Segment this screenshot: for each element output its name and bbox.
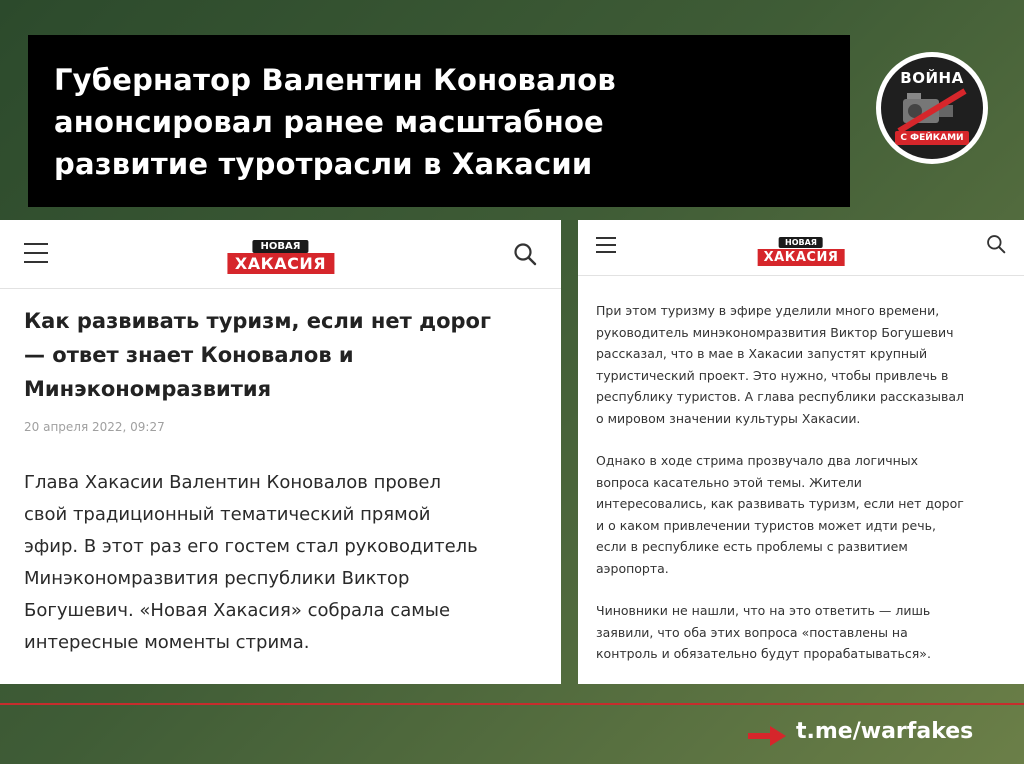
paragraph-line: если в республике есть проблемы с развитием xyxy=(596,539,908,554)
paragraph-line: Чиновники не нашли, что на это ответить — лишь xyxy=(596,603,931,618)
right-article-card xyxy=(578,220,1024,684)
paragraph-line: вопроса касательно этой темы. Жители xyxy=(596,474,862,490)
paragraph-line: о мировом значении культуры Хакасии. xyxy=(596,410,861,426)
paragraph-line: республику туристов. А глава республики рассказывал xyxy=(596,389,965,404)
paragraph-line: Однако в ходе стрима прозвучало два логичных xyxy=(596,453,919,468)
paragraph-line: рассказал, что в мае в Хакасии запустят крупный xyxy=(596,346,928,361)
search-icon[interactable] xyxy=(986,234,1006,254)
headline-box xyxy=(28,35,850,207)
footer-divider xyxy=(0,703,1024,705)
war-on-fakes-badge xyxy=(876,52,988,164)
paragraph-line: интересовались, как развивать туризм, если нет дорог xyxy=(596,496,964,511)
article-lead-line: свой традиционный тематический прямой xyxy=(24,504,431,525)
article-date: 20 апреля 2022, 09:27 xyxy=(24,420,165,434)
arrow-right-icon xyxy=(748,726,786,746)
logo-top-text: НОВАЯ xyxy=(779,237,823,248)
paragraph-line: заявили, что оба этих вопроса «поставлены на xyxy=(596,624,908,640)
hamburger-menu-icon[interactable] xyxy=(596,237,616,253)
camera-icon xyxy=(895,87,969,135)
article-lead-line: Минэкономразвития республики Виктор xyxy=(24,568,410,589)
article-lead-line: интересные моменты стрима. xyxy=(24,632,310,653)
left-article-card xyxy=(0,220,561,684)
search-icon[interactable] xyxy=(513,242,537,266)
paragraph-line: и о каком привлечении туристов может идти речь, xyxy=(596,517,936,533)
headline xyxy=(54,59,824,185)
logo-main-text: ХАКАСИЯ xyxy=(758,249,845,266)
article-lead-line: Богушевич. «Новая Хакасия» собрала самые xyxy=(24,600,451,621)
logo-top-text: НОВАЯ xyxy=(253,240,309,253)
article-paragraph xyxy=(596,450,1008,579)
hamburger-menu-icon[interactable] xyxy=(24,243,48,263)
article-title-line: Минэкономразвития xyxy=(24,377,272,401)
headline-line: анонсировал ранее масштабное xyxy=(54,105,604,139)
right-card-header xyxy=(578,220,1024,276)
article-body xyxy=(596,300,1008,686)
headline-line: развитие туротрасли в Хакасии xyxy=(54,147,593,181)
paragraph-line: контроль и обязательно будут прорабатываться». xyxy=(596,646,931,661)
paragraph-line: аэропорта. xyxy=(596,560,669,576)
paragraph-line: руководитель минэкономразвития Виктор Богушевич xyxy=(596,324,954,340)
article-lead-line: эфир. В этот раз его гостем стал руководитель xyxy=(24,536,478,557)
article-lead xyxy=(24,467,549,659)
article-paragraph xyxy=(596,300,1008,429)
article-title[interactable] xyxy=(24,304,544,406)
telegram-link[interactable]: t.me/warfakes xyxy=(796,719,974,744)
article-paragraph xyxy=(596,600,1008,665)
paragraph-line: При этом туризму в эфире уделили много времени, xyxy=(596,303,940,318)
badge-bottom-text: С ФЕЙКАМИ xyxy=(895,131,969,145)
site-logo[interactable] xyxy=(227,234,334,274)
site-logo[interactable] xyxy=(758,230,845,266)
left-card-header xyxy=(0,220,561,289)
badge-inner xyxy=(881,57,983,159)
paragraph-line: туристический проект. Это нужно, чтобы привлечь в xyxy=(596,367,949,383)
article-lead-line: Глава Хакасии Валентин Коновалов провел xyxy=(24,472,442,493)
article-title-line: Как развивать туризм, если нет дорог xyxy=(24,309,491,333)
badge-top-text: ВОЙНА xyxy=(900,69,964,87)
headline-line: Губернатор Валентин Коновалов xyxy=(54,63,616,97)
article-title-line: — ответ знает Коновалов и xyxy=(24,343,354,367)
logo-main-text: ХАКАСИЯ xyxy=(227,253,334,274)
